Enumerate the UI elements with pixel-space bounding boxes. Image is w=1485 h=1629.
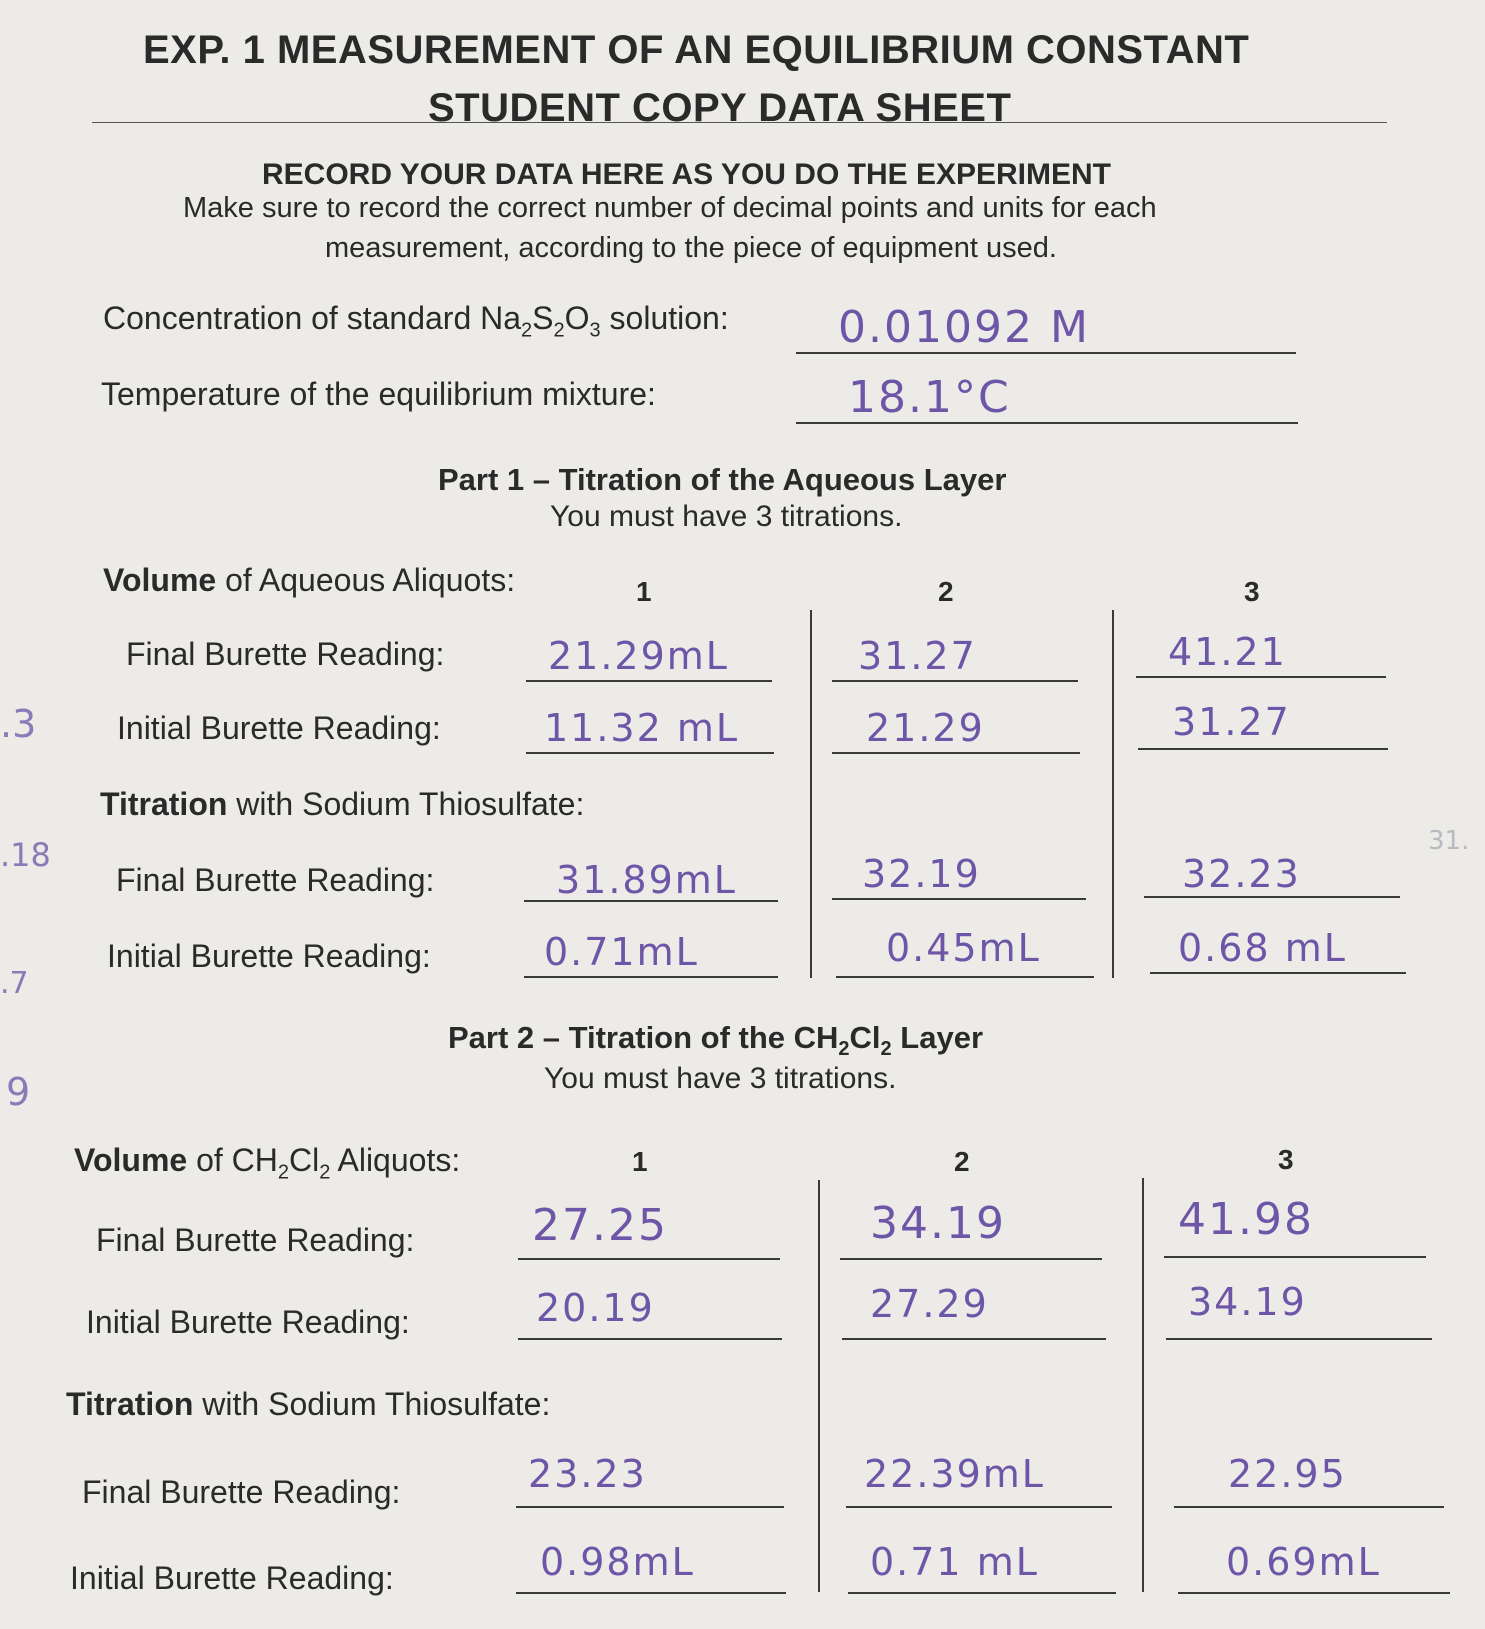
part1-divider-2 bbox=[1112, 610, 1114, 978]
part1-thio-final-1: 31.89mL bbox=[556, 858, 737, 902]
part1-thio-final-label: Final Burette Reading: bbox=[116, 862, 435, 898]
part1-aliquot-initial-label: Initial Burette Reading: bbox=[117, 710, 441, 746]
part1-thio-final-2: 32.19 bbox=[862, 852, 981, 896]
title-line-2: STUDENT COPY DATA SHEET bbox=[428, 86, 1012, 130]
part1-aliquot-initial-underline-3 bbox=[1138, 748, 1388, 750]
part1-thio-final-underline-2 bbox=[832, 898, 1086, 900]
part2-title: Part 2 – Titration of the $CH_2Cl_2$ Layer bbox=[448, 1020, 984, 1061]
part2-thio-initial-1: 0.98mL bbox=[540, 1540, 695, 1584]
temperature-label: Temperature of the equilibrium mixture: bbox=[101, 376, 656, 412]
concentration-label: Concentration of standard $Na_2S_2O_3$ solution: bbox=[103, 300, 729, 342]
part2-thio-initial-label: Initial Burette Reading: bbox=[70, 1560, 394, 1596]
part1-thio-initial-3: 0.68 mL bbox=[1178, 926, 1347, 970]
part1-divider-1 bbox=[810, 610, 812, 978]
part2-col-2: 2 bbox=[954, 1146, 970, 1177]
part1-aliquot-final-underline-1 bbox=[526, 680, 772, 682]
part2-aliquot-final-2: 34.19 bbox=[870, 1198, 1006, 1249]
part2-titration-label: Titration with Sodium Thiosulfate: bbox=[66, 1386, 551, 1422]
part2-aliquot-initial-underline-3 bbox=[1166, 1338, 1432, 1340]
part1-volume-label: Volume of Aqueous Aliquots: bbox=[103, 562, 516, 598]
part1-col-2: 2 bbox=[938, 576, 954, 607]
margin-note-2: .18 bbox=[0, 836, 51, 874]
part1-aliquot-final-2: 31.27 bbox=[858, 634, 977, 678]
part2-aliquot-initial-2: 27.29 bbox=[870, 1282, 989, 1326]
temperature-value: 18.1°C bbox=[848, 372, 1011, 423]
part1-aliquot-initial-underline-2 bbox=[832, 752, 1080, 754]
part1-titration-label: Titration with Sodium Thiosulfate: bbox=[100, 786, 585, 822]
part1-title: Part 1 – Titration of the Aqueous Layer bbox=[438, 462, 1007, 497]
part2-thio-final-label: Final Burette Reading: bbox=[82, 1474, 401, 1510]
margin-note-4: 9 bbox=[6, 1070, 31, 1114]
part1-thio-initial-underline-3 bbox=[1150, 972, 1406, 974]
part1-aliquot-initial-2: 21.29 bbox=[866, 706, 985, 750]
part1-aliquot-final-3: 41.21 bbox=[1168, 630, 1287, 674]
margin-note-3: .7 bbox=[0, 966, 29, 1001]
part2-thio-initial-3: 0.69mL bbox=[1226, 1540, 1381, 1584]
part1-subtitle: You must have 3 titrations. bbox=[550, 500, 903, 533]
concentration-value: 0.01092 M bbox=[838, 302, 1090, 353]
part2-aliquot-final-underline-1 bbox=[518, 1258, 780, 1260]
part2-divider-1 bbox=[818, 1180, 820, 1592]
part1-aliquot-final-underline-3 bbox=[1136, 676, 1386, 678]
part2-col-1: 1 bbox=[632, 1146, 648, 1177]
part2-thio-final-2: 22.39mL bbox=[864, 1452, 1045, 1496]
part1-thio-final-3: 32.23 bbox=[1182, 852, 1301, 896]
part2-aliquot-initial-underline-2 bbox=[842, 1338, 1106, 1340]
part2-thio-initial-underline-3 bbox=[1178, 1592, 1450, 1594]
instructions-line-1: Make sure to record the correct number of decimal points and units for each bbox=[183, 192, 1157, 224]
part2-aliquot-final-label: Final Burette Reading: bbox=[96, 1222, 415, 1258]
part2-aliquot-final-underline-2 bbox=[840, 1258, 1102, 1260]
part2-thio-initial-underline-2 bbox=[848, 1592, 1116, 1594]
part1-aliquot-final-1: 21.29mL bbox=[548, 634, 729, 678]
part1-col-1: 1 bbox=[636, 576, 652, 607]
part1-col-3: 3 bbox=[1244, 576, 1260, 607]
part2-aliquot-initial-label: Initial Burette Reading: bbox=[86, 1304, 410, 1340]
instructions-line-2: measurement, according to the piece of equipment used. bbox=[325, 232, 1057, 264]
part1-thio-initial-2: 0.45mL bbox=[886, 926, 1041, 970]
part2-thio-final-3: 22.95 bbox=[1228, 1452, 1347, 1496]
part2-aliquot-final-3: 41.98 bbox=[1178, 1194, 1314, 1245]
part1-thio-final-underline-1 bbox=[524, 900, 778, 902]
part2-col-3: 3 bbox=[1278, 1144, 1294, 1175]
part1-thio-initial-underline-1 bbox=[524, 976, 778, 978]
temperature-underline bbox=[796, 422, 1298, 424]
part2-thio-final-1: 23.23 bbox=[528, 1452, 647, 1496]
part1-aliquot-final-label: Final Burette Reading: bbox=[126, 636, 445, 672]
part1-aliquot-initial-3: 31.27 bbox=[1172, 700, 1291, 744]
part1-thio-initial-underline-2 bbox=[836, 976, 1094, 978]
part2-aliquot-initial-3: 34.19 bbox=[1188, 1280, 1307, 1324]
margin-note-5: 31. bbox=[1428, 826, 1470, 856]
margin-note-1: .3 bbox=[0, 702, 37, 746]
part2-thio-final-underline-3 bbox=[1174, 1506, 1444, 1508]
part1-thio-initial-label: Initial Burette Reading: bbox=[107, 938, 431, 974]
part2-subtitle: You must have 3 titrations. bbox=[544, 1062, 897, 1095]
part2-aliquot-final-1: 27.25 bbox=[532, 1200, 668, 1251]
title-line-1: EXP. 1 MEASUREMENT OF AN EQUILIBRIUM CONSTANT bbox=[143, 28, 1250, 72]
part1-thio-initial-1: 0.71mL bbox=[544, 930, 699, 974]
part2-thio-final-underline-1 bbox=[516, 1506, 784, 1508]
part1-aliquot-final-underline-2 bbox=[832, 680, 1078, 682]
part2-aliquot-final-underline-3 bbox=[1164, 1256, 1426, 1258]
part2-aliquot-initial-underline-1 bbox=[518, 1338, 782, 1340]
part1-thio-final-underline-3 bbox=[1144, 896, 1400, 898]
part1-aliquot-initial-1: 11.32 mL bbox=[544, 706, 740, 750]
concentration-underline bbox=[796, 352, 1296, 354]
header-rule bbox=[92, 122, 1387, 123]
part2-thio-final-underline-2 bbox=[846, 1506, 1112, 1508]
part1-aliquot-initial-underline-1 bbox=[526, 752, 774, 754]
part2-aliquot-initial-1: 20.19 bbox=[536, 1286, 655, 1330]
part2-volume-label: Volume of $CH_2Cl_2$ Aliquots: bbox=[74, 1142, 461, 1184]
part2-thio-initial-underline-1 bbox=[516, 1592, 786, 1594]
part2-thio-initial-2: 0.71 mL bbox=[870, 1540, 1039, 1584]
part2-divider-2 bbox=[1142, 1178, 1144, 1592]
instructions-heading: RECORD YOUR DATA HERE AS YOU DO THE EXPERIMENT bbox=[262, 158, 1111, 191]
